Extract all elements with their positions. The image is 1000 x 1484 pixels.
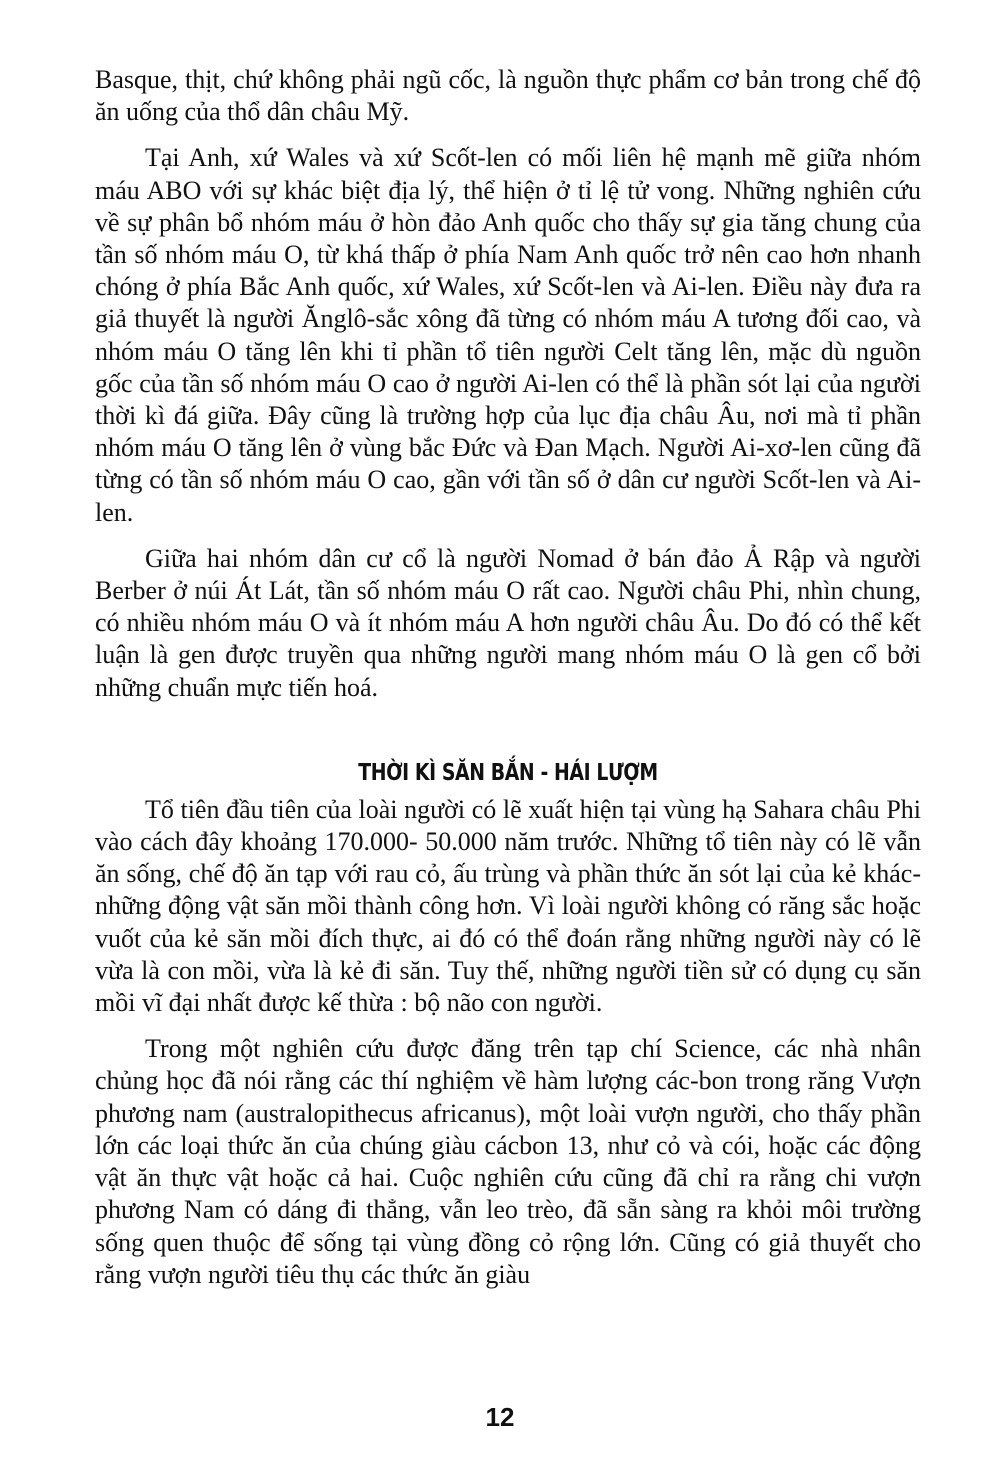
section-title: THỜI KÌ SĂN BẮN - HÁI LƯỢM bbox=[358, 759, 658, 786]
paragraph-science-study: Trong một nghiên cứu được đăng trên tạp chí Science, các nhà nhân chủng học đã nói rằng các thí nghiệm về hàm lượng các-bon trong răng Vượn phương nam (australopithecus africanus), một loài vượn người, cho thấy phần lớn các loại thức ăn của chúng giàu cácbon 13, như cỏ và cói, hoặc các động vật ăn thực vật hoặc cả hai. Cuộc nghiên cứu cũng đã chỉ ra rằng chi vượn phương Nam có dáng đi thẳng, vẫn leo trèo, đã sẵn sàng ra khỏi môi trường sống quen thuộc để sống tại vùng đồng cỏ rộng lớn. Cũng có giả thuyết cho rằng vượn người tiêu thụ các thức ăn giàu bbox=[95, 1034, 921, 1289]
page-body bbox=[95, 64, 921, 1291]
paragraph-early-humans: Tổ tiên đầu tiên của loài người có lẽ xuất hiện tại vùng hạ Sahara châu Phi vào cách đây khoảng 170.000- 50.000 năm trước. Những tổ tiên này có lẽ vẫn ăn sống, chế độ ăn tạp với rau cỏ, ấu trùng và phần thức ăn sót lại của kẻ khác- những động vật săn mồi thành công hơn. Vì loài người không có răng sắc hoặc vuốt của kẻ săn mồi đích thực, ai đó có thể đoán rằng những người này có lẽ vừa là con mồi, vừa là kẻ đi săn. Tuy thế, những người tiền sử có dụng cụ săn mồi vĩ đại nhất được kế thừa : bộ não con người. bbox=[95, 794, 921, 1018]
paragraph-blood-groups-britain: Tại Anh, xứ Wales và xứ Scốt-len có mối liên hệ mạnh mẽ giữa nhóm máu ABO với sự khác biệt địa lý, thể hiện ở tỉ lệ tử vong. Những nghiên cứu về sự phân bổ nhóm máu ở hòn đảo Anh quốc cho thấy sự gia tăng chung của tần số nhóm máu O, từ khá thấp ở phía Nam Anh quốc trở nên cao hơn nhanh chóng ở phía Bắc Anh quốc, xứ Wales, xứ Scốt-len và Ai-len. Điều này đưa ra giả thuyết là người Ănglô-sắc xông đã từng có nhóm máu A tương đối cao, và nhóm máu O tăng lên khi tỉ phần tổ tiên người Celt tăng lên, mặc dù nguồn gốc của tần số nhóm máu O cao ở người Ai-len có thể là phần sót lại của người thời kì đá giữa. Đây cũng là trường hợp của lục địa châu Âu, nơi mà tỉ phần nhóm máu O tăng lên ở vùng bắc Đức và Đan Mạch. Người Ai-xơ-len cũng đã từng có tần số nhóm máu O cao, gần với tần số ở dân cư người Scốt-len và Ai-len. bbox=[95, 143, 921, 527]
paragraph-continuation: Basque, thịt, chứ không phải ngũ cốc, là nguồn thực phẩm cơ bản trong chế độ ăn uống của thổ dân châu Mỹ. bbox=[95, 65, 921, 127]
paragraph-blood-groups-africa: Giữa hai nhóm dân cư cổ là người Nomad ở bán đảo Ả Rập và người Berber ở núi Át Lát, tần số nhóm máu O rất cao. Người châu Phi, nhìn chung, có nhiều nhóm máu O và ít nhóm máu A hơn người châu Âu. Do đó có thể kết luận là gen được truyền qua những người mang nhóm máu O là gen cổ bởi những chuẩn mực tiến hoá. bbox=[95, 543, 921, 702]
page-number: 12 bbox=[485, 1402, 515, 1432]
